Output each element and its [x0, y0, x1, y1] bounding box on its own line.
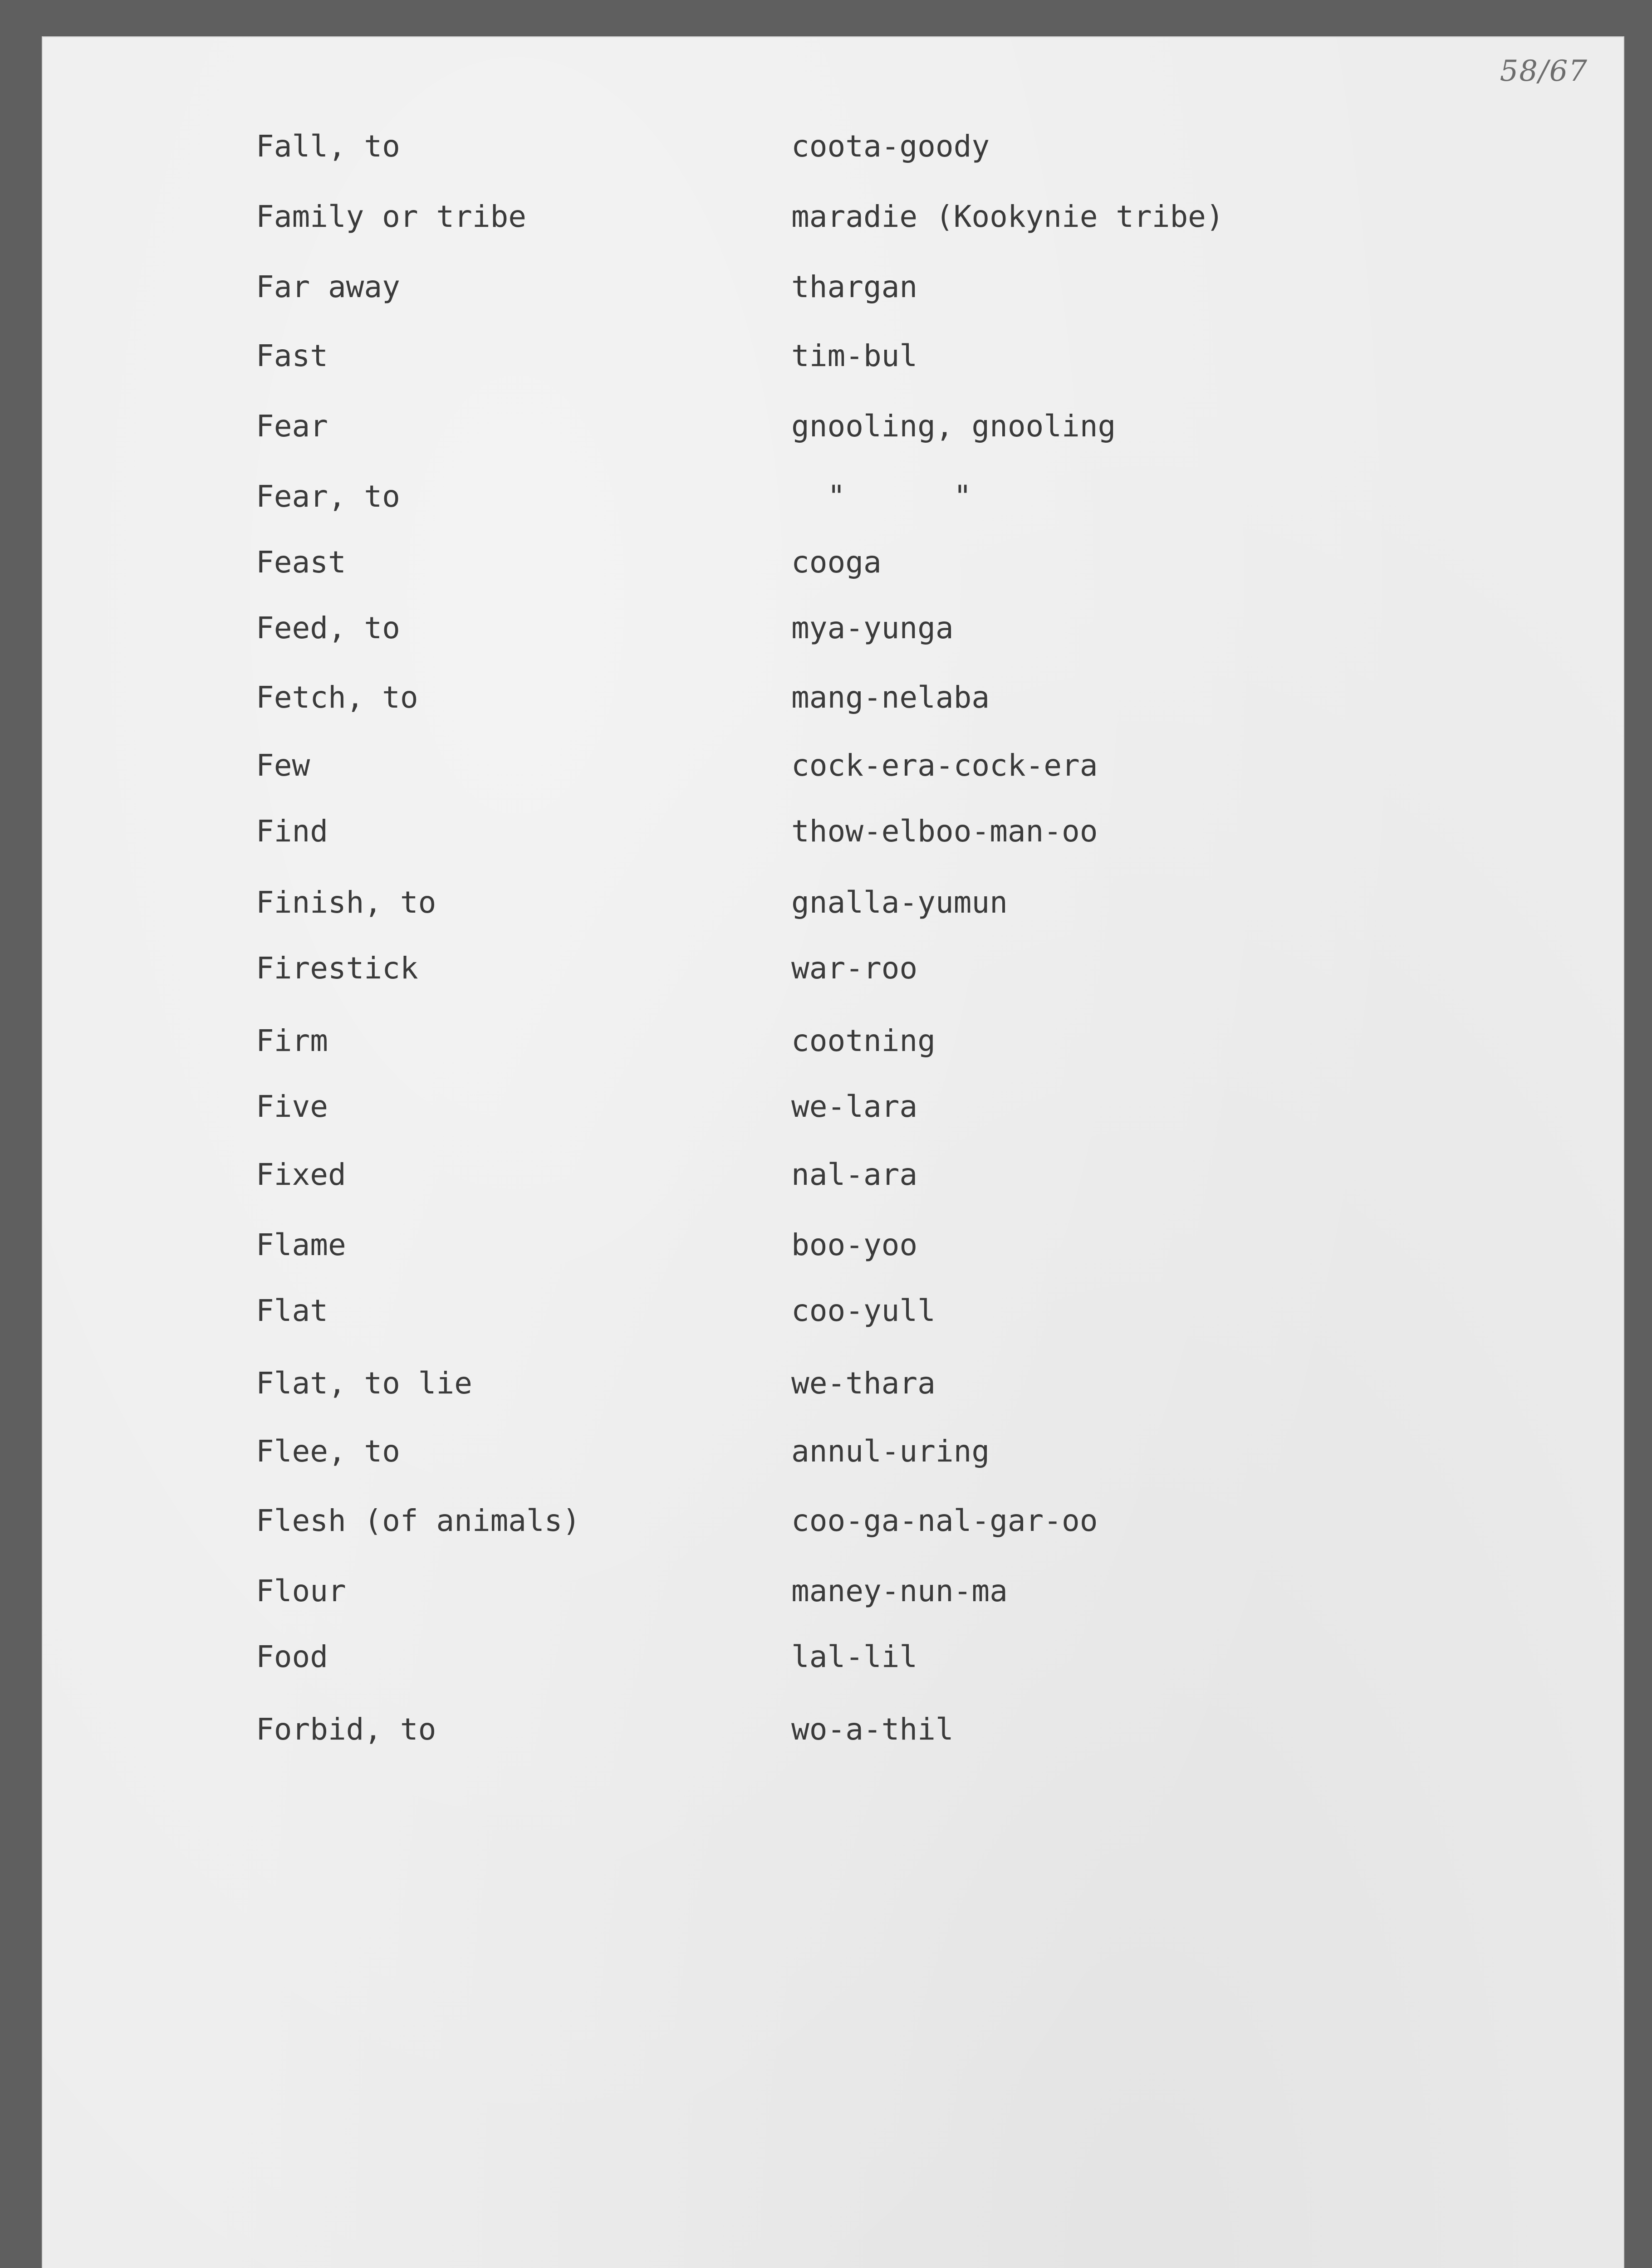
document-page	[42, 36, 1624, 2268]
list-item	[42, 338, 1624, 396]
list-item	[42, 1293, 1624, 1350]
english-term: Firestick	[256, 951, 418, 986]
native-gloss: mang-nelaba	[791, 680, 990, 715]
native-gloss: coo-ga-nal-gar-oo	[791, 1503, 1098, 1538]
english-term: Food	[256, 1639, 328, 1674]
native-gloss: coota-goody	[791, 129, 990, 164]
list-item	[42, 129, 1624, 186]
english-term: Find	[256, 814, 328, 849]
list-item	[42, 1576, 1624, 1631]
native-gloss: we-lara	[791, 1089, 918, 1124]
english-term: Firm	[256, 1023, 328, 1058]
english-term: Flat, to lie	[256, 1366, 472, 1401]
english-term: Flour	[256, 1574, 346, 1608]
english-term: Family or tribe	[256, 199, 527, 234]
native-gloss: war-roo	[791, 951, 918, 986]
list-item	[42, 1023, 1624, 1080]
native-gloss: " "	[791, 479, 972, 514]
list-item	[42, 269, 1624, 327]
list-item	[42, 816, 1624, 871]
native-gloss: boo-yoo	[791, 1227, 918, 1262]
native-gloss: maradie (Kookynie tribe)	[791, 199, 1224, 234]
list-item	[42, 1227, 1624, 1285]
english-term: Fetch, to	[256, 680, 418, 715]
native-gloss: cock-era-cock-era	[791, 748, 1098, 783]
list-item	[42, 1639, 1624, 1696]
list-item	[42, 1089, 1624, 1146]
english-term: Fear, to	[256, 479, 400, 514]
list-item	[42, 1503, 1624, 1560]
list-item	[42, 1157, 1624, 1214]
list-item	[42, 680, 1624, 737]
english-term: Five	[256, 1089, 328, 1124]
list-item	[42, 1434, 1624, 1491]
english-term: Flee, to	[256, 1434, 400, 1469]
english-term: Finish, to	[256, 885, 436, 920]
native-gloss: thargan	[791, 269, 918, 304]
english-term: Fast	[256, 338, 328, 373]
native-gloss: nal-ara	[791, 1157, 918, 1192]
list-item	[42, 199, 1624, 256]
list-item	[42, 479, 1624, 536]
english-term: Far away	[256, 269, 400, 304]
english-term: Few	[256, 748, 310, 783]
english-term: Fixed	[256, 1157, 346, 1192]
native-gloss: gnooling, gnooling	[791, 409, 1116, 444]
native-gloss: lal-lil	[791, 1639, 918, 1674]
english-term: Feed, to	[256, 611, 400, 645]
list-item	[42, 1366, 1624, 1423]
english-term: Fear	[256, 409, 328, 444]
folio-number: 58/67	[1500, 54, 1588, 88]
list-item	[42, 1712, 1624, 1769]
list-item	[42, 953, 1624, 1008]
native-gloss: tim-bul	[791, 338, 918, 373]
native-gloss: annul-uring	[791, 1434, 990, 1469]
list-item	[42, 748, 1624, 805]
native-gloss: cootning	[791, 1023, 936, 1058]
english-term: Flat	[256, 1293, 328, 1328]
list-item	[42, 547, 1624, 602]
native-gloss: coo-yull	[791, 1293, 936, 1328]
list-item	[42, 885, 1624, 942]
english-term: Flesh (of animals)	[256, 1503, 581, 1538]
native-gloss: cooga	[791, 545, 882, 580]
native-gloss: we-thara	[791, 1366, 936, 1401]
native-gloss: mya-yunga	[791, 611, 954, 645]
native-gloss: maney-nun-ma	[791, 1574, 1008, 1608]
list-item	[42, 411, 1624, 466]
native-gloss: wo-a-thil	[791, 1712, 954, 1747]
native-gloss: gnalla-yumun	[791, 885, 1008, 920]
native-gloss: thow-elboo-man-oo	[791, 814, 1098, 849]
english-term: Forbid, to	[256, 1712, 436, 1747]
english-term: Fall, to	[256, 129, 400, 164]
english-term: Feast	[256, 545, 346, 580]
list-item	[42, 613, 1624, 668]
english-term: Flame	[256, 1227, 346, 1262]
